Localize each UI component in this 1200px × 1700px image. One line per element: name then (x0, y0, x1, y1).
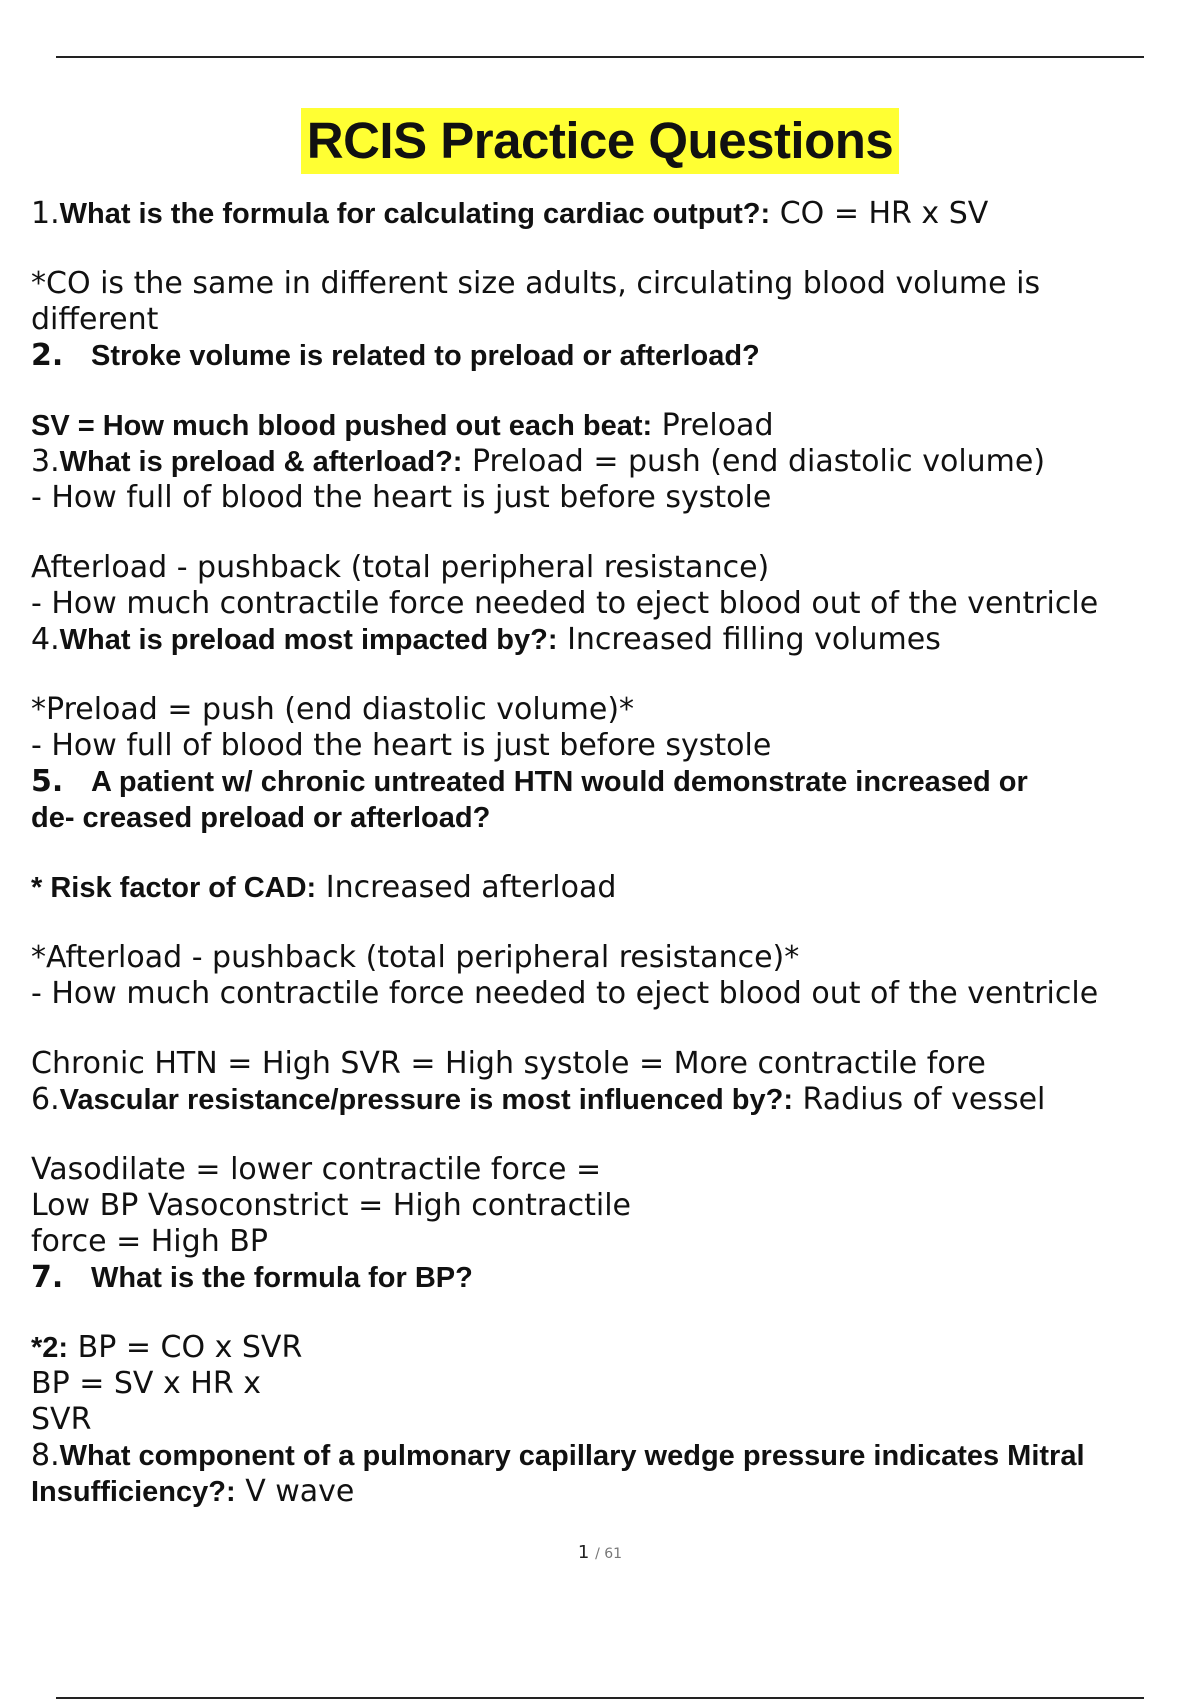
answer-text: Preload (652, 408, 774, 443)
question-number: 3. (31, 444, 60, 479)
answer-line (31, 1330, 1200, 1366)
note-line: Chronic HTN = High SVR = High systole = More contractile fore (31, 1046, 986, 1081)
spacer (31, 1012, 1200, 1046)
question-4 (31, 622, 1200, 658)
note-line: - How full of blood the heart is just before systole (31, 728, 772, 763)
answer-label: * Risk factor of CAD: (31, 872, 317, 904)
answer-line (31, 870, 1200, 906)
question-text: A patient w/ chronic untreated HTN would demonstrate increased or (91, 766, 1028, 798)
answer-text: V wave (235, 1474, 355, 1509)
spacer (31, 1296, 1200, 1330)
answer-label: *2: (31, 1332, 69, 1364)
note-line: Low BP Vasoconstrict = High contractile (31, 1188, 631, 1223)
spacer (31, 836, 1200, 870)
note-line: - How much contractile force needed to eject blood out of the ventricle (31, 976, 1099, 1011)
page-current: 1 (577, 1542, 590, 1563)
question-3 (31, 444, 1200, 480)
question-number: 1. (31, 196, 60, 231)
spacer (31, 658, 1200, 692)
question-number: 2. (31, 338, 64, 373)
question-text: de- creased preload or afterload? (31, 802, 491, 834)
question-text: What is the formula for calculating cardiac output?: (59, 198, 771, 230)
note-line: - How much contractile force needed to eject blood out of the ventricle (31, 586, 1099, 621)
question-text: Vascular resistance/pressure is most influenced by?: (59, 1084, 793, 1116)
question-number: 5. (31, 764, 64, 799)
question-text: What component of a pulmonary capillary wedge pressure indicates Mitral (59, 1440, 1085, 1472)
page-title: RCIS Practice Questions (301, 108, 900, 174)
spacer (31, 374, 1200, 408)
note-line: different (31, 302, 159, 337)
spacer (31, 232, 1200, 266)
note-line: *CO is the same in different size adults, circulating blood volume is (31, 266, 1041, 301)
question-8-continued (31, 1474, 1200, 1510)
question-number: 4. (31, 622, 60, 657)
question-5 (31, 764, 1200, 800)
bottom-rule (56, 1697, 1144, 1699)
question-2 (31, 338, 1200, 374)
answer-text: Preload = push (end diastolic volume) (462, 444, 1046, 479)
question-5-continued (31, 800, 1200, 836)
question-text: Insufficiency?: (31, 1476, 236, 1508)
answer-text: CO = HR x SV (770, 196, 989, 231)
page-number (0, 1542, 1200, 1563)
document-body (31, 196, 1200, 1510)
page-total: / 61 (595, 1546, 623, 1562)
answer-line (31, 408, 1200, 444)
spacer (31, 1118, 1200, 1152)
title-container (0, 108, 1200, 174)
note-line: force = High BP (31, 1224, 268, 1259)
answer-text: Increased afterload (316, 870, 617, 905)
question-text: What is preload most impacted by?: (59, 624, 558, 656)
question-number: 8. (31, 1438, 60, 1473)
note-line: *Preload = push (end diastolic volume)* (31, 692, 635, 727)
question-8 (31, 1438, 1200, 1474)
note-line: *Afterload - pushback (total peripheral resistance)* (31, 940, 800, 975)
question-1 (31, 196, 1200, 232)
question-7 (31, 1260, 1200, 1296)
note-line: SVR (31, 1402, 92, 1437)
note-line: Afterload - pushback (total peripheral resistance) (31, 550, 770, 585)
note-line: BP = SV x HR x (31, 1366, 261, 1401)
note-line: - How full of blood the heart is just before systole (31, 480, 772, 515)
question-6 (31, 1082, 1200, 1118)
question-text: Stroke volume is related to preload or afterload? (91, 340, 760, 372)
note-line: Vasodilate = lower contractile force = (31, 1152, 602, 1187)
question-text: What is preload & afterload?: (59, 446, 463, 478)
answer-label: SV = How much blood pushed out each beat: (31, 410, 653, 442)
spacer (31, 906, 1200, 940)
answer-text: BP = CO x SVR (68, 1330, 303, 1365)
top-rule (56, 56, 1144, 58)
question-number: 6. (31, 1082, 60, 1117)
question-number: 7. (31, 1260, 64, 1295)
answer-text: Radius of vessel (792, 1082, 1046, 1117)
answer-text: Increased filling volumes (557, 622, 941, 657)
question-text: What is the formula for BP? (91, 1262, 473, 1294)
spacer (31, 516, 1200, 550)
